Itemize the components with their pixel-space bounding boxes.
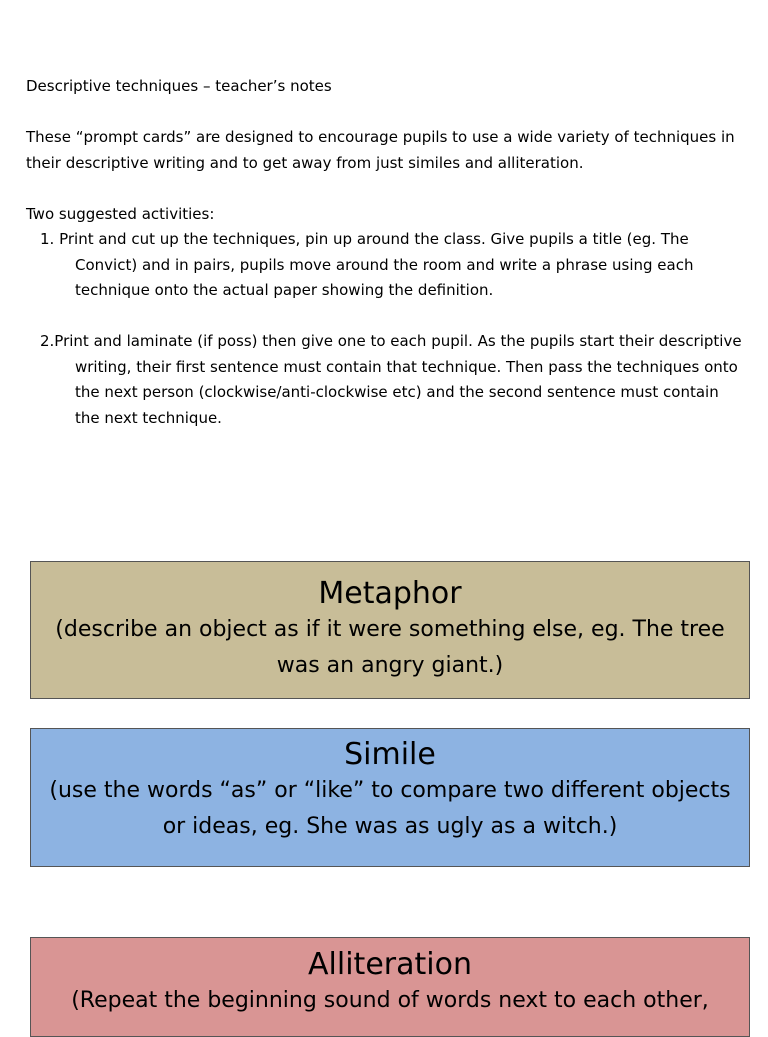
card-metaphor — [30, 561, 750, 699]
card-simile — [30, 728, 750, 867]
notes-title: Descriptive techniques – teacher’s notes — [26, 77, 332, 95]
card-description: (Repeat the beginning sound of words next to each other, — [71, 988, 709, 1013]
activities-heading: Two suggested activities: — [26, 204, 215, 223]
card-description: (describe an object as if it were something else, eg. The tree was an angry giant.) — [55, 617, 725, 678]
card-alliteration — [30, 937, 750, 1037]
activity-2: 2.Print and laminate (if poss) then give one to each pupil. As the pupils start their descriptive writing, their first sentence must contain that technique. Then pass the techniques onto the next person (clockwise/anti-clockwise etc) and the second sentence must contain the next technique. — [40, 332, 742, 427]
notes-intro: These “prompt cards” are designed to encourage pupils to use a wide variety of techniques in their descriptive writing and to get away from just similes and alliteration. — [26, 128, 735, 172]
card-title: Simile — [344, 737, 436, 772]
card-description: (use the words “as” or “like” to compare two different objects or ideas, eg. She was as ugly as a witch.) — [49, 778, 731, 839]
card-title: Alliteration — [308, 947, 472, 982]
teacher-notes — [26, 74, 746, 431]
card-title: Metaphor — [318, 576, 462, 611]
activity-1: 1. Print and cut up the techniques, pin up around the class. Give pupils a title (eg. The Convict) and in pairs, pupils move around the room and write a phrase using each technique onto the actual paper showing the definition. — [40, 230, 694, 299]
